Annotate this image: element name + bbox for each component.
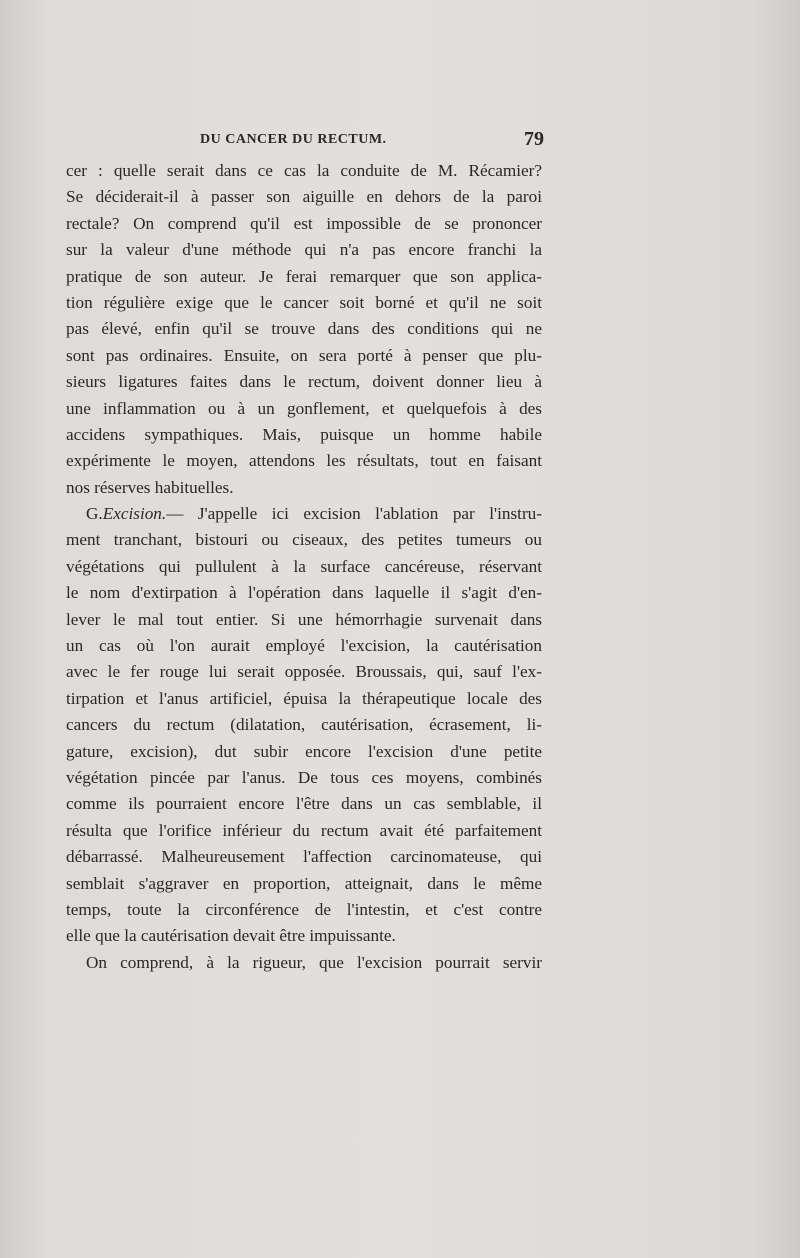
text-line: nos réserves habituelles.	[66, 477, 234, 497]
text-line: semblait s'aggraver en proportion, atteignait, dans le même	[66, 873, 542, 893]
section-title: Excision.	[102, 504, 167, 524]
section-first-line-text: — J'appelle ici excision l'ablation par l'instru-	[166, 504, 542, 524]
page-header	[66, 128, 544, 156]
text-line: un cas où l'on aurait employé l'excision, la cautérisation	[66, 636, 542, 656]
text-line: pratique de son auteur. Je ferai remarquer que son applica-	[66, 266, 542, 286]
text-line: Se déciderait-il à passer son aiguille en dehors de la paroi	[66, 187, 542, 207]
text-line: temps, toute la circonférence de l'intestin, et c'est contre	[66, 899, 542, 919]
running-head: DU CANCER DU RECTUM.	[200, 132, 387, 147]
text-line: accidens sympathiques. Mais, puisque un homme habile	[66, 424, 542, 444]
text-line: tirpation et l'anus artificiel, épuisa la thérapeutique locale des	[66, 688, 542, 708]
text-line: le nom d'extirpation à l'opération dans laquelle il s'agit d'en-	[66, 583, 542, 603]
text-line: lever le mal tout entier. Si une hémorrhagie survenait dans	[66, 609, 542, 629]
text-line: végétations qui pullulent à la surface cancéreuse, réservant	[66, 556, 542, 576]
text-line: végétation pincée par l'anus. De tous ces moyens, combinés	[66, 767, 542, 787]
text-line: gature, excision), dut subir encore l'excision d'une petite	[66, 741, 542, 761]
text-line: cer : quelle serait dans ce cas la conduite de M. Récamier?	[66, 161, 542, 180]
text-line: sont pas ordinaires. Ensuite, on sera porté à penser que plu-	[66, 345, 542, 365]
text-line: une inflammation ou à un gonflement, et quelquefois à des	[66, 398, 542, 418]
text-line: avec le fer rouge lui serait opposée. Broussais, qui, sauf l'ex-	[66, 662, 542, 682]
text-line: résulta que l'orifice inférieur du rectum avait été parfaitement	[66, 820, 542, 840]
section-label: G.	[86, 504, 103, 524]
text-line: rectale? On comprend qu'il est impossible de se prononcer	[66, 213, 542, 233]
text-line: débarrassé. Malheureusement l'affection carcinomateuse, qui	[66, 847, 542, 867]
text-line: elle que la cautérisation devait être impuissante.	[66, 926, 396, 946]
page-number: 79	[524, 128, 544, 150]
text-line: comme ils pourraient encore l'être dans un cas semblable, il	[66, 794, 542, 814]
text-line: pas élevé, enfin qu'il se trouve dans des conditions qui ne	[66, 319, 542, 339]
text-line: tion régulière exige que le cancer soit borné et qu'il ne soit	[66, 292, 542, 312]
text-line: sur la valeur d'une méthode qui n'a pas encore franchi la	[66, 240, 542, 260]
text-line: ment tranchant, bistouri ou ciseaux, des petites tumeurs ou	[66, 530, 542, 550]
text-line: expérimente le moyen, attendons les résultats, tout en faisant	[66, 451, 542, 471]
text-line: cancers du rectum (dilatation, cautérisation, écrasement, li-	[66, 715, 542, 735]
excision-paragraph-first-line	[66, 501, 542, 527]
page-body	[66, 158, 542, 976]
text-line: On comprend, à la rigueur, que l'excision pourrait servir	[86, 952, 542, 972]
text-line: sieurs ligatures faites dans le rectum, doivent donner lieu à	[66, 372, 542, 392]
